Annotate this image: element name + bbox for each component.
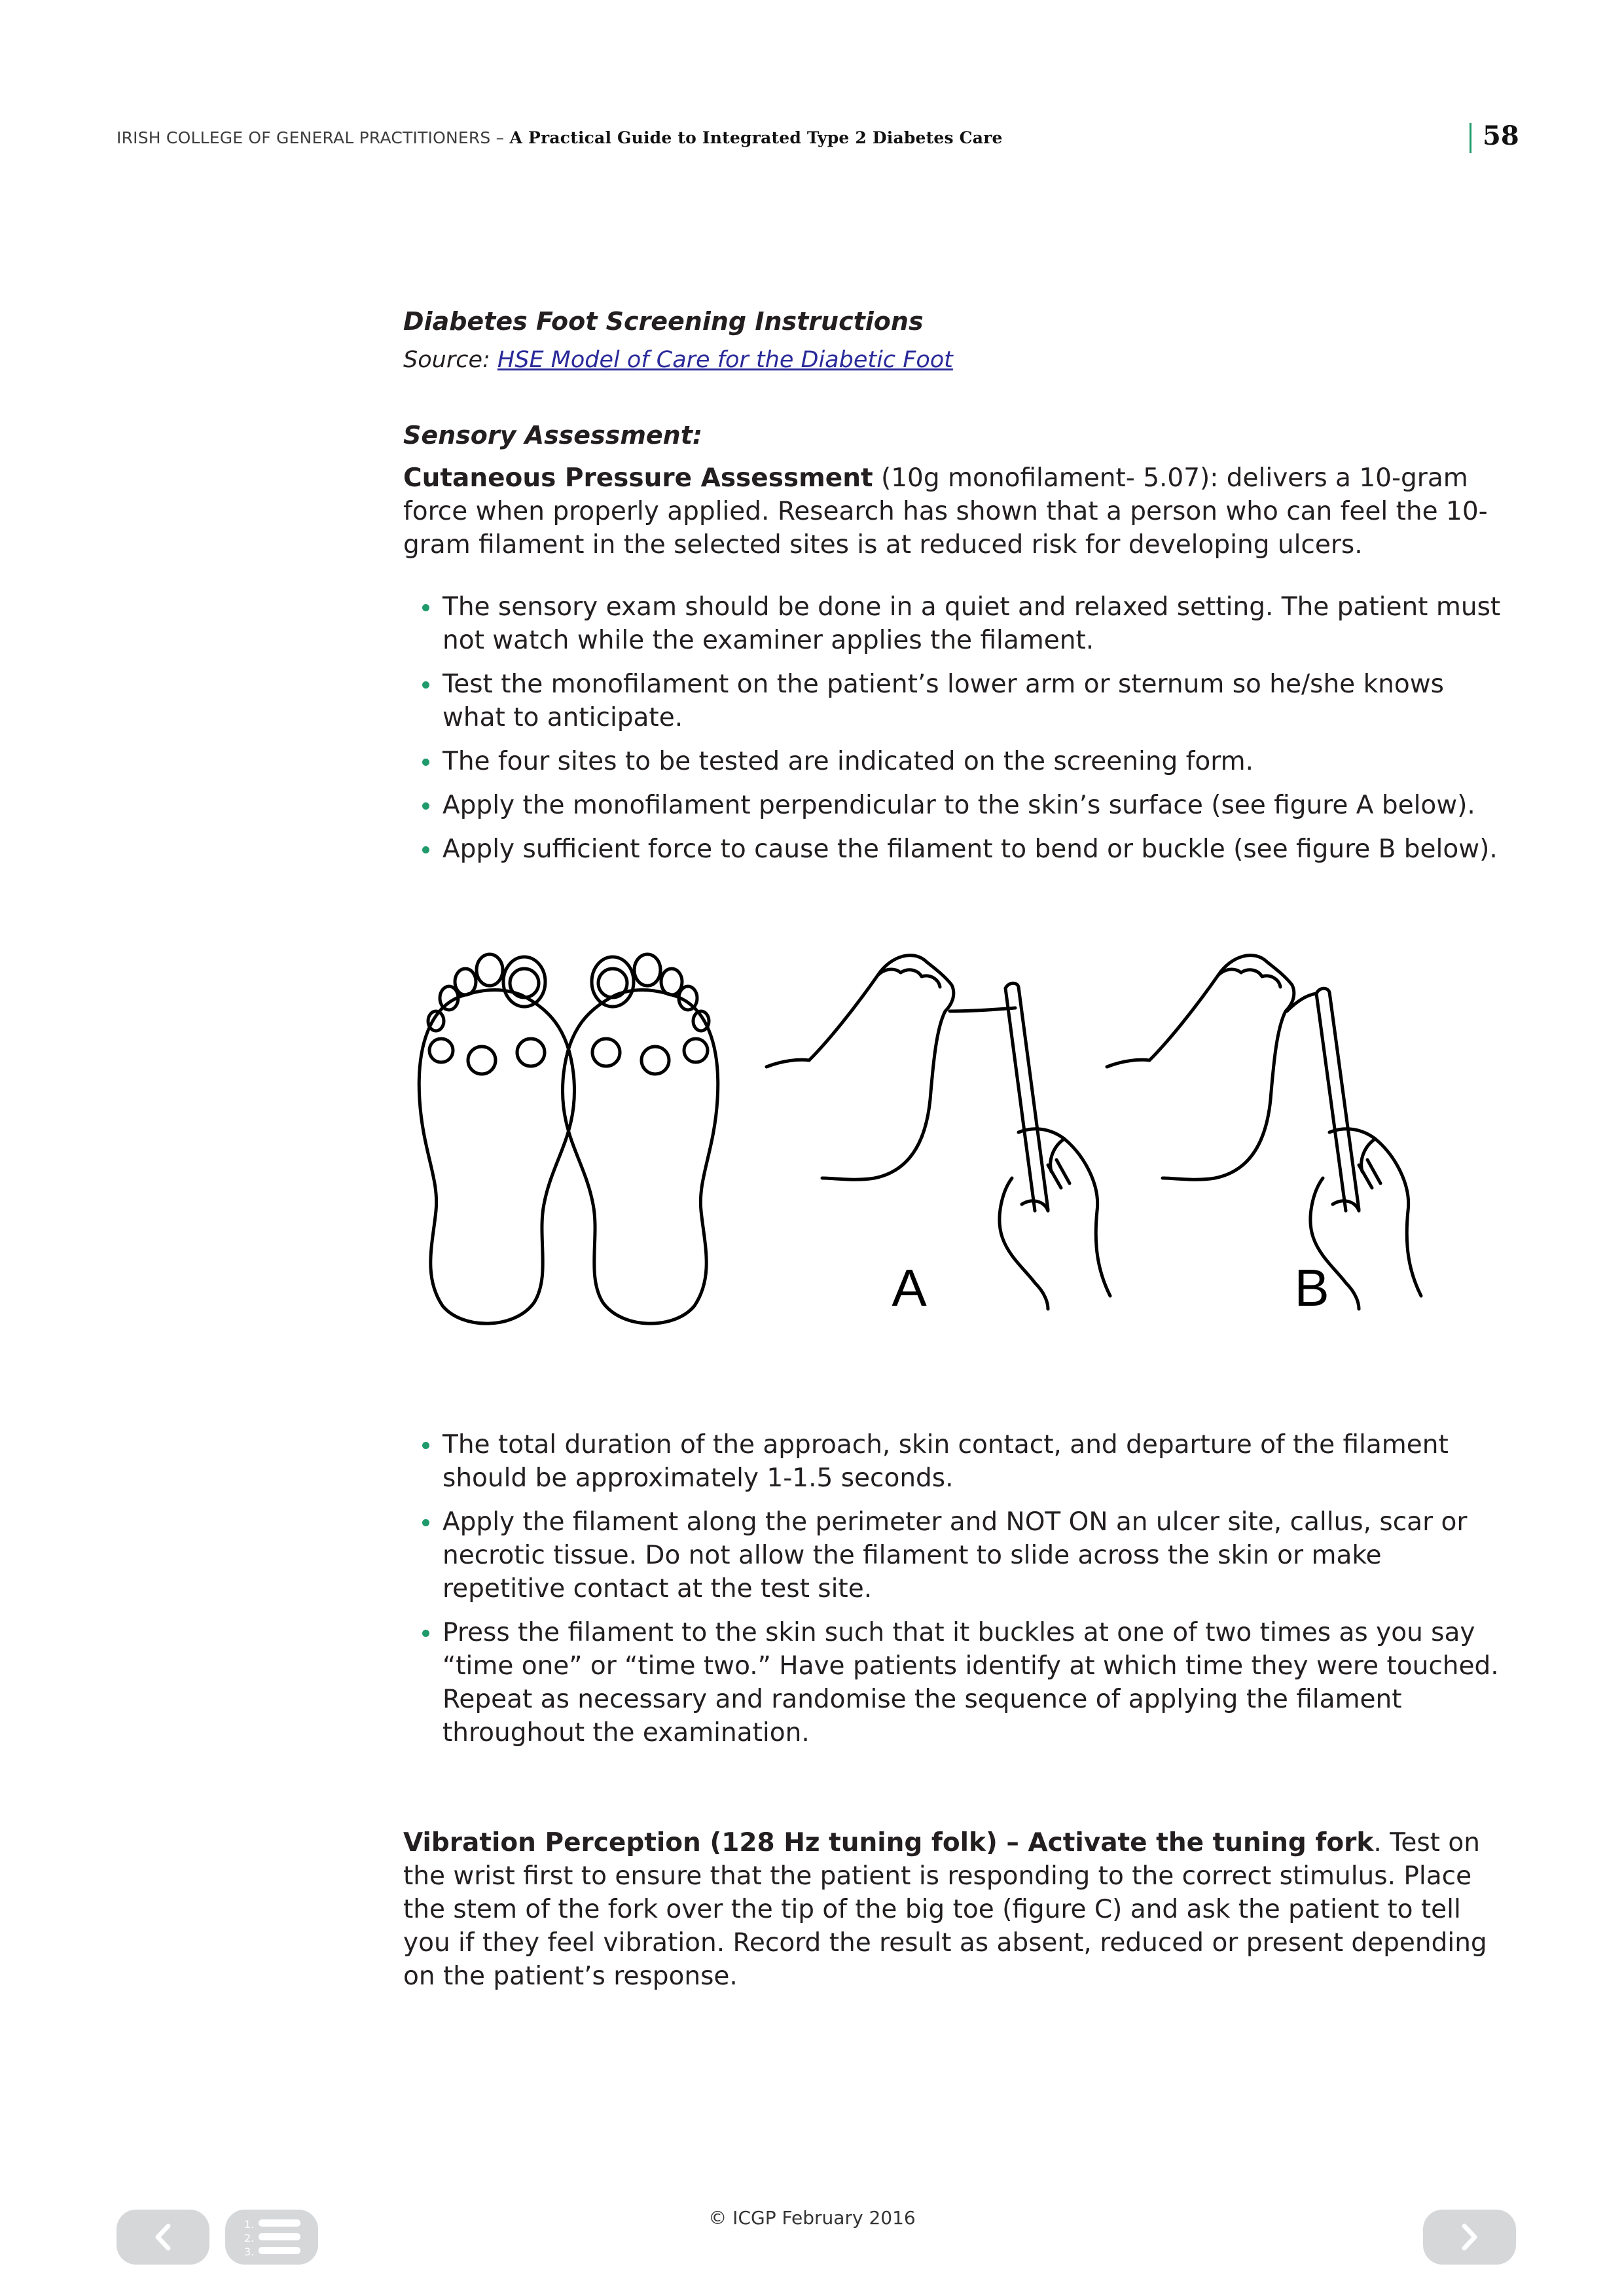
footer-copyright: © ICGP February 2016 (708, 2207, 916, 2229)
figure-label-b: B (1294, 1259, 1329, 1317)
page-number: 58 (1483, 120, 1519, 151)
list-item: Test the monofilament on the patient’s lower arm or sternum so he/she knows what to anticipate. (403, 668, 1509, 734)
cutaneous-text: (10g monofilament- 5.07): delivers a 10-gram force when properly applied. Research has shown that a person who can feel the 10-gram filament in the selected sites is at reduced risk for developing ulcers. (403, 463, 1488, 560)
source-label: Source: (403, 347, 497, 373)
list-item: The sensory exam should be done in a quiet and relaxed setting. The patient must not watch while the examiner applies the filament. (403, 590, 1509, 657)
bullet-list-1 (403, 590, 1509, 866)
svg-text:1.: 1. (244, 2218, 255, 2231)
sensory-assessment (403, 419, 1509, 876)
section-heading: Diabetes Foot Screening Instructions (403, 307, 924, 336)
list-item: Apply the monofilament perpendicular to the skin’s surface (see figure A below). (403, 789, 1509, 822)
section-header (403, 305, 1509, 377)
source-line (403, 344, 1509, 377)
chevron-left-icon (150, 2221, 176, 2253)
foot-side-view-a-icon (767, 956, 1110, 1309)
right-foot-sole-icon (562, 954, 717, 1323)
list-item: Apply the filament along the perimeter and NOT ON an ulcer site, callus, scar or necrotic tissue. Do not allow the filament to slide across the skin or make repetitive contact at the test site. (403, 1505, 1509, 1605)
previous-page-button[interactable] (117, 2210, 209, 2265)
svg-text:3.: 3. (244, 2246, 255, 2258)
chevron-right-icon (1456, 2221, 1483, 2253)
monofilament-figure (403, 929, 1477, 1348)
page-number-divider (1470, 123, 1471, 153)
numbered-list-icon (232, 2214, 311, 2260)
vibration-perception (403, 1826, 1509, 1993)
application-guidance (403, 1428, 1509, 1760)
header-org: IRISH COLLEGE OF GENERAL PRACTITIONERS (117, 128, 491, 147)
next-page-button[interactable] (1423, 2210, 1516, 2265)
header-title: A Practical Guide to Integrated Type 2 Diabetes Care (509, 128, 1003, 147)
list-item: Apply sufficient force to cause the filament to bend or buckle (see figure B below). (403, 833, 1509, 866)
vibration-paragraph (403, 1826, 1509, 1993)
running-header (117, 128, 1003, 147)
header-separator: – (490, 128, 510, 147)
left-foot-sole-icon (419, 954, 574, 1323)
figure-label-a: A (892, 1259, 927, 1317)
list-item: Press the filament to the skin such that it buckles at one of two times as you say “time one” or “time two.” Have patients identify at which time they were touched. Repeat as necessary and randomise the sequence of applying the filament throughout the examination. (403, 1616, 1509, 1749)
source-link[interactable]: HSE Model of Care for the Diabetic Foot (497, 347, 953, 373)
list-item: The four sites to be tested are indicated on the screening form. (403, 745, 1509, 778)
list-item: The total duration of the approach, skin contact, and departure of the filament should be approximately 1-1.5 seconds. (403, 1428, 1509, 1495)
cutaneous-intro (403, 461, 1509, 562)
cutaneous-title: Cutaneous Pressure Assessment (403, 463, 873, 493)
sensory-heading: Sensory Assessment: (403, 421, 703, 450)
foot-side-view-b-icon (1107, 956, 1421, 1309)
svg-text:2.: 2. (244, 2232, 255, 2244)
vibration-title: Vibration Perception (128 Hz tuning folk) – Activate the tuning fork (403, 1828, 1374, 1857)
vibration-text: . Test on the wrist first to ensure that the patient is responding to the correct stimulus. Place the stem of the fork over the tip of the big toe (figure C) and ask the patient to tell you if they feel vibration. Record the result as absent, reduced or present depending on the patient’s response. (403, 1828, 1487, 1991)
bullet-list-2 (403, 1428, 1509, 1749)
contents-button[interactable] (225, 2210, 318, 2265)
